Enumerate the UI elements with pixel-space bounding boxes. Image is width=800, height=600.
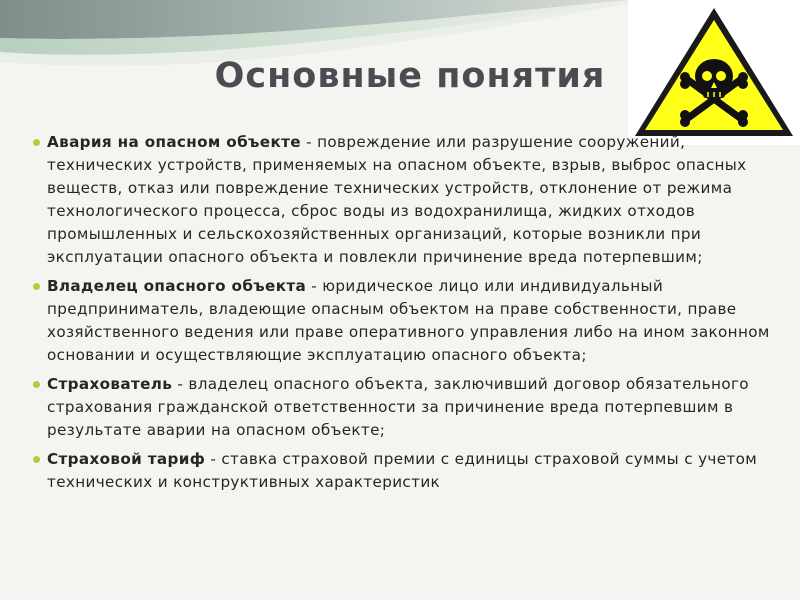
list-item	[30, 448, 790, 494]
term-definition: - ставка страховой премии с единицы страховой суммы с учетом технических и конструктивных характеристик	[47, 450, 758, 491]
bullet-icon	[33, 283, 40, 290]
term-definition: - повреждение или разрушение сооружений, технических устройств, применяемых на опасном объекте, взрыв, выброс опасных веществ, отказ или повреждение технических устройств, отклонение от режима технологического процесса, сброс воды из водохранилища, жидких отходов промышленных и сельскохозяйственных организаций, которые возникли при эксплуатации опасного объекта и повлекли причинение вреда потерпевшим;	[47, 133, 747, 266]
bullet-icon	[33, 139, 40, 146]
list-item	[30, 131, 790, 269]
term-name: Авария на опасном объекте	[47, 133, 301, 151]
term-name: Страховой тариф	[47, 450, 206, 468]
slide-title: Основные понятия	[214, 56, 606, 96]
list-item	[30, 373, 790, 442]
list-item	[30, 275, 790, 367]
term-name: Страхователь	[47, 375, 173, 393]
term-definition: - юридическое лицо или индивидуальный предприниматель, владеющие опасным объектом на праве собственности, праве хозяйственного ведения или праве оперативного управления либо на ином законном основании и осуществляющие эксплуатацию опасного объекта;	[47, 277, 770, 364]
term-definition: - владелец опасного объекта, заключивший договор обязательного страхования гражданской ответственности за причинение вреда потерпевшим в результате аварии на опасном объекте;	[47, 375, 749, 439]
term-name: Владелец опасного объекта	[47, 277, 307, 295]
bullet-icon	[33, 456, 40, 463]
toxic-warning-triangle-icon	[628, 0, 800, 145]
bullet-icon	[33, 381, 40, 388]
definitions-list	[30, 131, 790, 500]
